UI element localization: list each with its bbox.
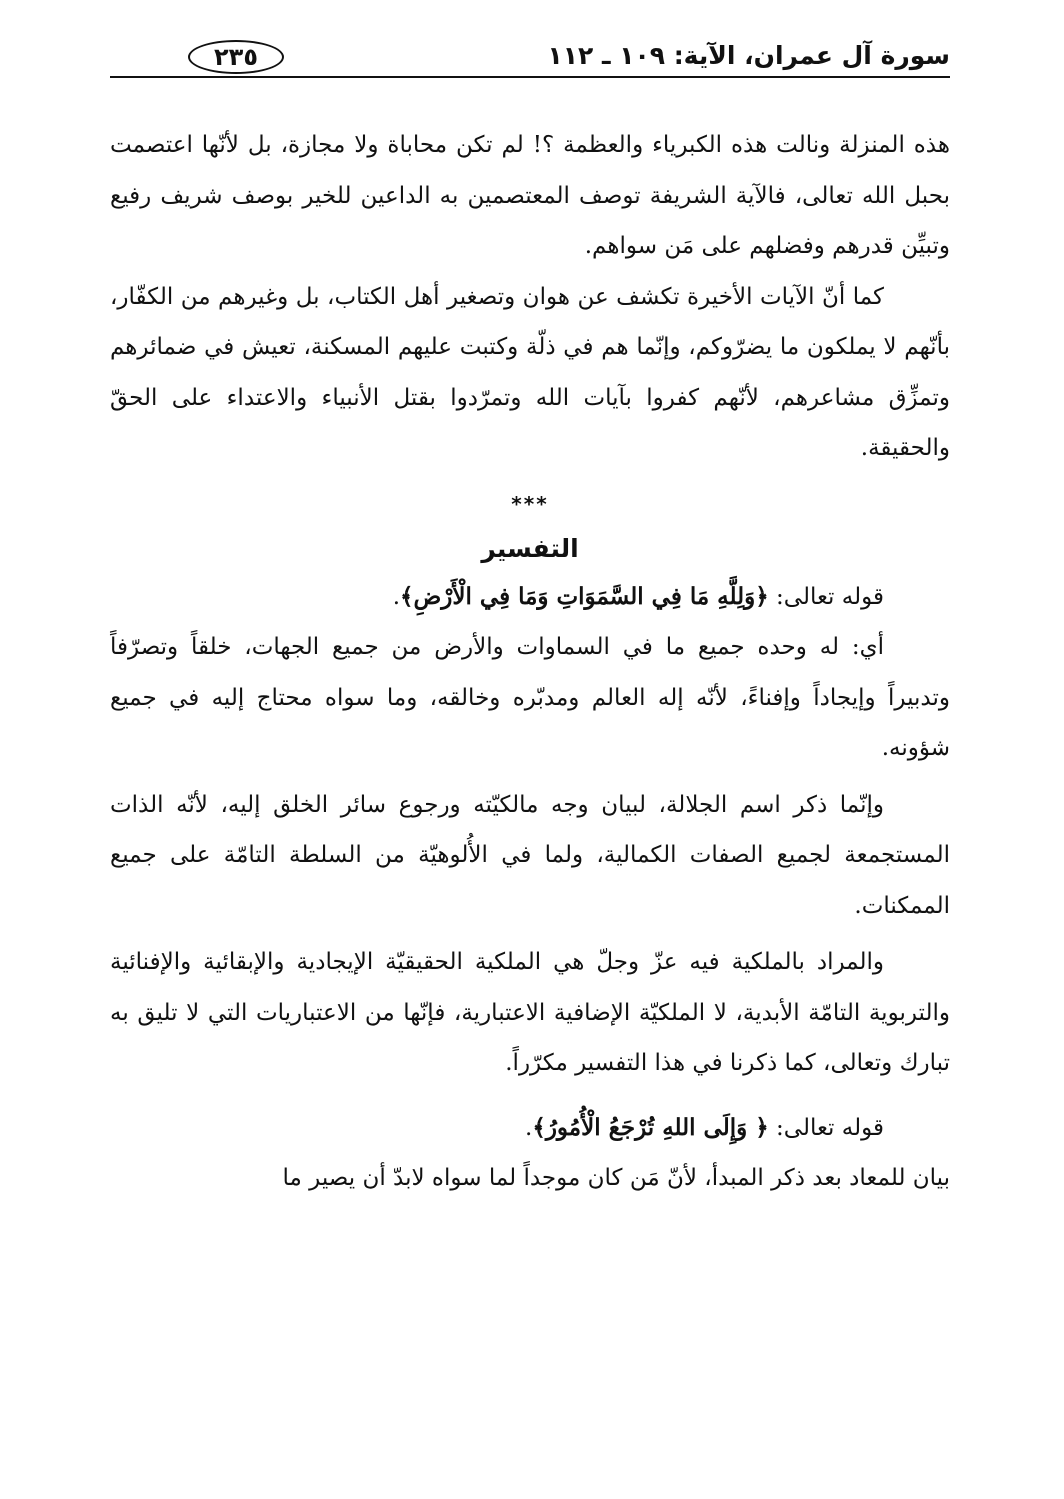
commentary-paragraph-3: والمراد بالملكية فيه عزّ وجلّ هي الملكية الحقيقيّة الإيجادية والإبقائية والإفنائية والتربوية التامّة الأبدية، لا الملكيّة الإضافية الاعتبارية، فإنّها من الاعتباريات التي لا تليق به تبارك وتعالى، كما ذكرنا في هذا التفسير مكرّراً.	[110, 949, 950, 1076]
commentary-paragraph-2: وإنّما ذكر اسم الجلالة، لبيان وجه مالكيّته ورجوع سائر الخلق إليه، لأنّه الذات المستجمعة لجميع الصفات الكمالية، ولما في الأُلوهيّة من السلطة التامّة على جميع الممكنات.	[110, 791, 950, 919]
page-body	[110, 120, 950, 1204]
section-heading: التفسير	[481, 533, 579, 563]
header-rule	[110, 76, 950, 78]
verse-end: .	[525, 1114, 533, 1141]
quran-verse-2: ﴿ وَإِلَى اللهِ تُرْجَعُ الْأُمُورُ﴾	[532, 1113, 769, 1141]
intro-paragraph-2: كما أنّ الآيات الأخيرة تكشف عن هوان وتصغير أهل الكتاب، بل وغيرهم من الكفّار، بأنّهم لا يملكون ما يضرّوكم، وإنّما هم في ذلّة وكتبت عليهم المسكنة، تعيش في ضمائرهم وتمزِّق مشاعرهم، لأنّهم كفروا بآيات الله وتمرّدوا بقتل الأنبياء والاعتداء على الحقّ والحقيقة.	[110, 283, 950, 461]
intro-paragraph-1: هذه المنزلة ونالت هذه الكبرياء والعظمة ؟! لم تكن محاباة ولا مجازة، بل لأنّها اعتصمت بحبل الله تعالى، فالآية الشريفة توصف المعتصمين به الداعين للخير بوصف شريف رفيع وتبيِّن قدرهم وفضلهم على مَن سواهم.	[110, 132, 950, 259]
quran-verse-1: ﴿وَلِلَّهِ مَا فِي السَّمَوَاتِ وَمَا فِي الْأَرْضِ﴾	[400, 582, 769, 610]
verse-line-2	[110, 1103, 950, 1154]
surah-title: سورة آل عمران، الآية: ١٠٩ ـ ١١٢	[547, 41, 950, 70]
commentary-paragraph-1: أي: له وحده جميع ما في السماوات والأرض من جميع الجهات، خلقاً وتصرّفاً وتدبيراً وإيجاداً وإفناءً، لأنّه إله العالم ومدبّره وخالقه، وما سواه محتاج إليه في جميع شؤونه.	[110, 634, 950, 761]
running-header	[110, 38, 950, 78]
verse-line-1	[110, 572, 950, 623]
verse-lead: قوله تعالى:	[768, 1114, 884, 1141]
verse-end: .	[392, 583, 400, 610]
section-separator: ***	[511, 491, 549, 516]
page-number-badge: ٢٣٥	[188, 40, 284, 74]
verse-lead: قوله تعالى:	[768, 583, 884, 610]
commentary-paragraph-4: بيان للمعاد بعد ذكر المبدأ، لأنّ مَن كان موجداً لما سواه لابدّ أن يصير ما	[282, 1165, 950, 1191]
